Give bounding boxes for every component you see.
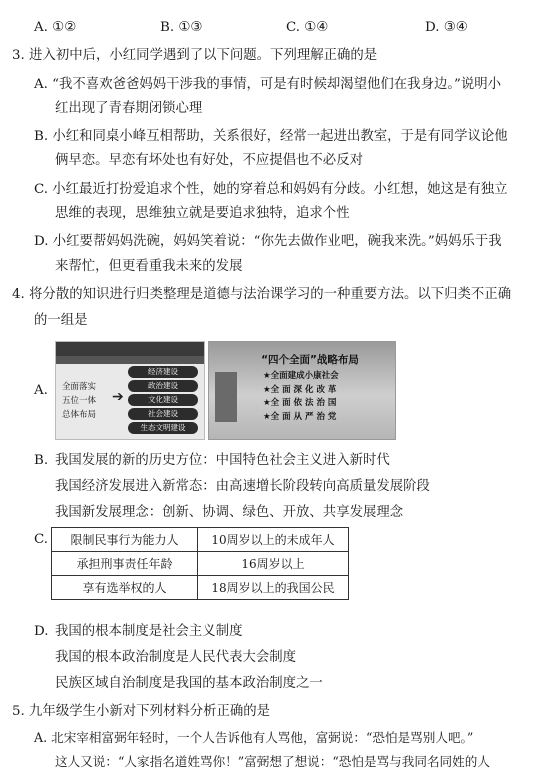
- table-cell: 18周岁以上的我国公民: [198, 576, 349, 600]
- q4-option-b-line1: 我国发展的新的历史方位：中国特色社会主义进入新时代: [55, 453, 390, 468]
- img2-item-2: ★全 面 深 化 改 革: [263, 384, 337, 395]
- img2-item-3: ★全 面 依 法 治 国: [263, 398, 337, 408]
- img2-title: “四个全面”战略布局: [261, 354, 359, 366]
- table-cell: 享有选举权的人: [52, 576, 198, 600]
- q3-option-c-line2: 思维的表现，思维独立就是要追求独特，追求个性: [55, 206, 350, 221]
- five-in-one-image: [55, 341, 205, 440]
- prev-option-c: C. ①④: [286, 20, 329, 35]
- prev-option-d: D. ③④: [425, 20, 468, 35]
- q4-option-b-line2: 我国经济发展进入新常态：由高速增长阶段转向高质量发展阶段: [55, 479, 430, 494]
- q4-option-c-label: C.: [34, 532, 49, 547]
- table-cell: 承担刑事责任年龄: [52, 552, 198, 576]
- right-arrow-icon: ➔: [112, 389, 124, 405]
- img1-left-text-1: 全面落实: [62, 382, 97, 392]
- img1-item-3: 文化建设: [128, 394, 198, 406]
- age-rights-table: [51, 527, 349, 600]
- q3-option-c-line1: C. 小红最近打扮爱追求个性，她的穿着总和妈妈有分歧。小红想，她这是有独立: [34, 182, 508, 197]
- q3-option-b-line2: 俩早恋。早恋有坏处也有好处，不应提倡也不必反对: [55, 153, 363, 168]
- q3-option-b-line1: B. 小红和同桌小峰互相帮助，关系很好，经常一起进出教室，于是有同学议论他: [34, 129, 508, 144]
- table-cell: 10周岁以上的未成年人: [198, 528, 349, 552]
- img1-item-5: 生态文明建设: [128, 422, 198, 434]
- q5-stem: 5. 九年级学生小新对下列材料分析正确的是: [12, 704, 271, 719]
- q5-option-a-line1: A. 北宋宰相富弼年轻时，一个人告诉他有人骂他，富弼说：“恐怕是骂别人吧。”: [34, 730, 474, 745]
- q4-option-a-label: A.: [34, 383, 48, 398]
- q4-option-b-line3: 我国新发展理念：创新、协调、绿色、开放、共享发展理念: [55, 505, 404, 520]
- img1-item-4: 社会建设: [128, 408, 198, 420]
- q3-option-d-line1: D. 小红要帮妈妈洗碗，妈妈笑着说：“你先去做作业吧，碗我来洗。”妈妈乐于我: [34, 234, 502, 249]
- img2-item-1: ★全面建成小康社会: [263, 371, 339, 381]
- four-comprehensives-image: [208, 341, 396, 440]
- img1-left-text-2: 五位一体: [62, 396, 97, 406]
- q3-stem: 3. 进入初中后，小红同学遇到了以下问题。下列理解正确的是: [12, 48, 378, 63]
- prev-option-a: A. ①②: [34, 20, 77, 35]
- q3-option-d-line2: 来帮忙，但更看重我未来的发展: [55, 259, 243, 274]
- monument-graphic: [215, 372, 237, 422]
- img1-item-1: 经济建设: [128, 366, 198, 378]
- q4-option-b-label: B.: [34, 453, 49, 468]
- prev-option-b: B. ①③: [160, 20, 203, 35]
- city-skyline-graphic: [56, 342, 204, 364]
- table-cell: 限制民事行为能力人: [52, 528, 198, 552]
- img1-left-text-3: 总体布局: [62, 410, 97, 420]
- q4-option-d-line2: 我国的根本政治制度是人民代表大会制度: [55, 650, 297, 665]
- table-row: [52, 528, 349, 552]
- table-row: [52, 576, 349, 600]
- q4-option-d-line3: 民族区域自治制度是我国的基本政治制度之一: [55, 676, 323, 691]
- q3-option-a-line1: A. “我不喜欢爸爸妈妈干涉我的事情，可是有时候却渴望他们在我身边。”说明小: [34, 77, 502, 92]
- table-cell: 16周岁以上: [198, 552, 349, 576]
- q5-option-a-line2: 这人又说：“人家指名道姓骂你！”富弼想了想说：“恐怕是骂与我同名同姓的人: [55, 754, 490, 769]
- q4-stem-line1: 4. 将分散的知识进行归类整理是道德与法治课学习的一种重要方法。以下归类不正确: [12, 287, 512, 302]
- q4-stem-line2: 的一组是: [34, 313, 88, 328]
- q4-option-d-label: D.: [34, 624, 49, 639]
- img1-item-2: 政治建设: [128, 380, 198, 392]
- q4-option-d-line1: 我国的根本制度是社会主义制度: [55, 624, 243, 639]
- q3-option-a-line2: 红出现了青春期闭锁心理: [55, 101, 203, 116]
- table-row: [52, 552, 349, 576]
- img2-item-4: ★全 面 从 严 治 党: [263, 411, 337, 422]
- img2-items: [263, 370, 339, 424]
